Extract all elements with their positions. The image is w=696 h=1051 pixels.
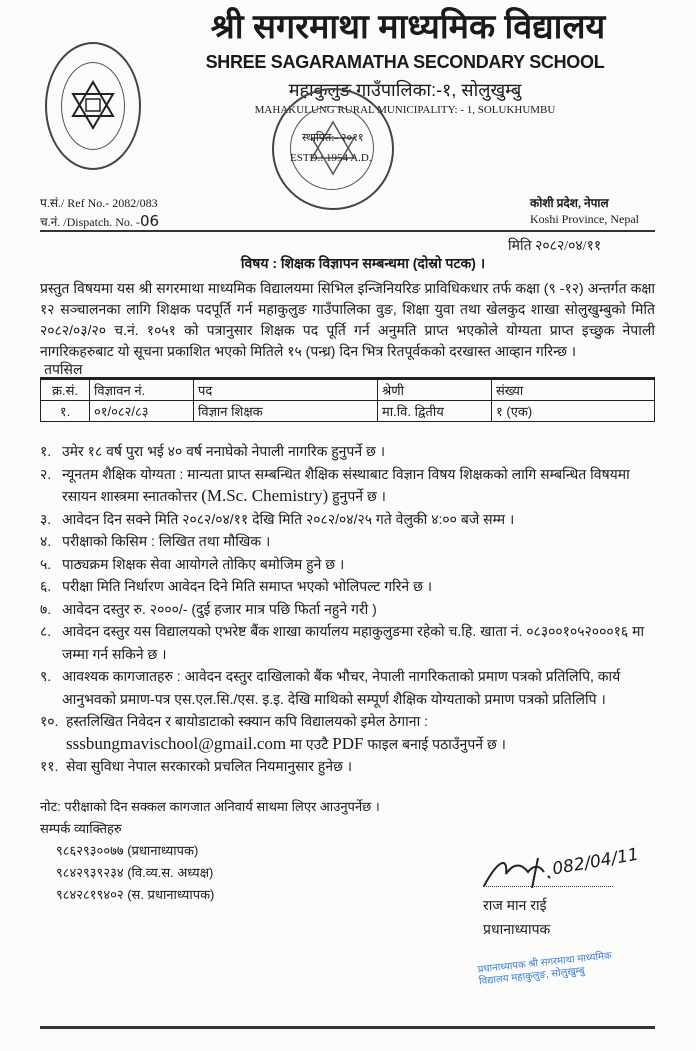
note-section [40,796,460,906]
conditions-list [40,440,665,906]
star-emblem-icon [274,90,392,208]
item-text-tail: हुनुपर्ने छ । [332,488,386,504]
signatory-title: प्रधानाध्यापक [483,921,551,937]
dispatch-number [40,212,159,230]
stamp-established-en: ESTD.: 1954 A.D. [290,152,372,164]
header-ad-no: विज्ञावन नं. [90,379,194,401]
note-text: नोट: परीक्षाको दिन सक्कल कागजात अनिवार्य साथमा लिएर आउनुपर्नेछ । [40,798,380,814]
header-count: संख्या [492,379,655,401]
item-text: परीक्षा मिति निर्धारण आवेदन दिने मिति समाप्त भएको भोलिपल्ट गरिने छ । [62,578,433,594]
table-header-row [41,379,655,401]
list-item [40,598,665,621]
list-item [40,553,665,576]
contact-item: ९८६२९३००७७ (प्रधानाध्यापक) [56,842,199,858]
municipality-english: MAHAKULUNG RURAL MUNICIPALITY: - 1, SOLUKHUMBU [254,104,556,116]
item-number: १०. [40,713,59,729]
item-text: उमेर १८ वर्ष पुरा भई ४० वर्ष ननाघेको नेपाली नागरिक हुनुपर्ने छ । [62,443,386,459]
list-item [40,755,665,778]
item-number: ६. [40,578,52,594]
item-number: ४. [40,533,52,549]
item-text-en: PDF [332,733,364,753]
list-item [40,620,665,665]
cell-count: १ (एक) [492,401,655,422]
item-number: ११. [40,758,59,774]
item-text: पाठ्यक्रम शिक्षक सेवा आयोगले तोकिए बमोजिम हुने छ । [62,555,345,572]
cell-sn: १. [41,401,90,422]
school-name-english: SHREE SAGARAMATHA SECONDARY SCHOOL [205,52,605,72]
item-text: परीक्षाको किसिम : लिखित तथा मौखिक । [62,533,271,549]
dispatch-label: च.नं. /Dispatch. No. - [40,215,140,229]
details-label: तपसिल [44,361,83,377]
cell-level: मा.वि. द्वितीय [378,401,492,422]
contact-item: ९८४२९३९२३४ (वि.व्य.स. अध्यक्ष) [56,864,214,880]
round-stamp [272,88,394,210]
province-english: Koshi Province, Nepal [530,212,639,226]
body-paragraph: प्रस्तुत विषयमा यस श्री सगरमाथा माध्यमिक विद्यालयमा सिभिल इन्जिनियरिङ प्राविधिकधार तर्फ कक्षा (९ -१२) अन्तर्गत कक्षा १२ सञ्चालनका लागि शिक्षक पदपूर्ति गर्न महाकुलुङ गाउँपालिका वुङ, शिक्षा युवा तथा खेलकुद शाखा सोलुखुम्बुको मिति २०८२/०३/२० च.नं. १०५१ को पत्रानुसार शिक्षक पद पूर्ति गर्न अनुमति प्राप्त भएकोले योग्यता प्राप्त इच्छुक नेपाली नागरिकहरुबाट यो सूचना प्रकाशित भएको मितिले १५ (पन्ध्र) दिन भित्र रितपूर्वकको दरखास्त आव्हान गरिन्छ । [40,280,655,359]
school-seal-logo [45,42,141,170]
signature-date: 082/04/11 [550,844,641,880]
item-text: हस्तलिखित निवेदन र बायोडाटाको स्क्यान कपि विद्यालयको इमेल ठेगाना : [66,713,428,729]
item-number: ५. [40,555,52,572]
subject-line: विषय : शिक्षक विज्ञापन सम्बन्धमा (दोस्रो पटक) । [240,255,486,271]
item-text-mid: मा एउटै [290,735,329,752]
item-text: आवेदन दस्तुर यस विद्यालयको एभरेष्ट बैंक शाखा कार्यालय महाकुलुङमा रहेको च.हि. खाता नं. ०८३००१०५२०००१६ मा जम्मा गर्न सकिने छ । [62,623,645,662]
list-item [40,575,665,598]
contact-item: ९८४२८१९४०२ (स. प्रधानाध्यापक) [56,886,215,902]
footer-divider [40,1026,655,1029]
email-link[interactable]: sssbungmavischool@gmail.com [66,733,287,753]
list-item [40,508,665,531]
item-text: आवेदन दिन सक्ने मिति २०८२/०४/११ देखि मिति २०८२/०४/२५ गते वेलुकी ४:०० बजे सम्म । [62,510,515,527]
list-item [40,530,665,553]
list-item [40,710,665,755]
item-number: ३. [40,510,52,527]
province-nepali: कोशी प्रदेश, नेपाल [530,196,609,210]
stamp-established-np: स्थापित:- २०११ [302,132,364,144]
contacts-label: सम्पर्क व्याक्तिहरु [40,820,122,836]
signature-line [483,886,613,887]
header-post: पद [194,379,378,401]
item-text-en: (M.Sc. Chemistry) [201,486,329,505]
item-text-tail: फाइल बनाई पठाउँनुपर्ने छ । [367,735,506,752]
item-number: १. [40,443,52,459]
school-name-nepali: श्री सगरमाथा माध्यमिक विद्यालय [210,8,606,46]
cell-post: विज्ञान शिक्षक [194,401,378,422]
table-row [41,401,655,422]
header-sn: क्र.सं. [41,379,90,401]
cell-ad-no: ०१/०८२/८३ [90,401,194,422]
item-number: २. [40,465,52,482]
item-number: ७. [40,600,52,617]
dispatch-value: 06 [139,212,160,230]
ref-number: प.सं./ Ref No.- 2082/083 [40,196,158,210]
item-number: ८. [40,623,52,639]
signatory [483,893,550,941]
blue-official-stamp: प्रधानाध्यापक श्री सगरमाथा माध्यमिक विद्यालय महाकुलुङ, सोलुखुम्बु [477,950,613,988]
municipality-nepali: महाकुलुङ गाउँपालिका:-१, सोलुखुम्बु [288,80,522,100]
list-item [40,463,665,508]
item-text: आवेदन दस्तुर रु. २०००/- (दुई हजार मात्र पछि फिर्ता नहुने गरी ) [62,600,377,617]
list-item [40,665,665,710]
header-level: श्रेणी [378,379,492,401]
star-emblem-icon [47,44,139,168]
vacancy-table [40,377,655,422]
letter-date: मिति २०८२/०४/११ [508,239,602,254]
item-text: न्यूनतम शैक्षिक योग्यता : मान्यता प्राप्त सम्बन्धित शैक्षिक संस्थाबाट विज्ञान विषय शिक्षकको लागि सम्बन्धित विषयमा रसायन शास्त्रमा स्नातकोत्तर [62,465,630,504]
item-text: आवश्यक कागजातहरु : आवेदन दस्तुर दाखिलाको बैंक भौचर, नेपाली नागरिकताको प्रमाण पत्रको प्रतिलिपि, कार्य आनुभवको प्रमाण-पत्र एस.एल.सि./एस. इ.इ. देखि माथिको सम्पूर्ण शैक्षिक योग्यताको प्रमाण पत्रको प्रतिलिपि । [62,668,621,707]
header-divider [40,230,655,232]
list-item [40,440,665,463]
signatory-name: राज मान राई [483,897,547,913]
item-text: सेवा सुविधा नेपाल सरकारको प्रचलित नियमानुसार हुनेछ । [66,758,353,774]
item-number: ९. [40,668,52,684]
